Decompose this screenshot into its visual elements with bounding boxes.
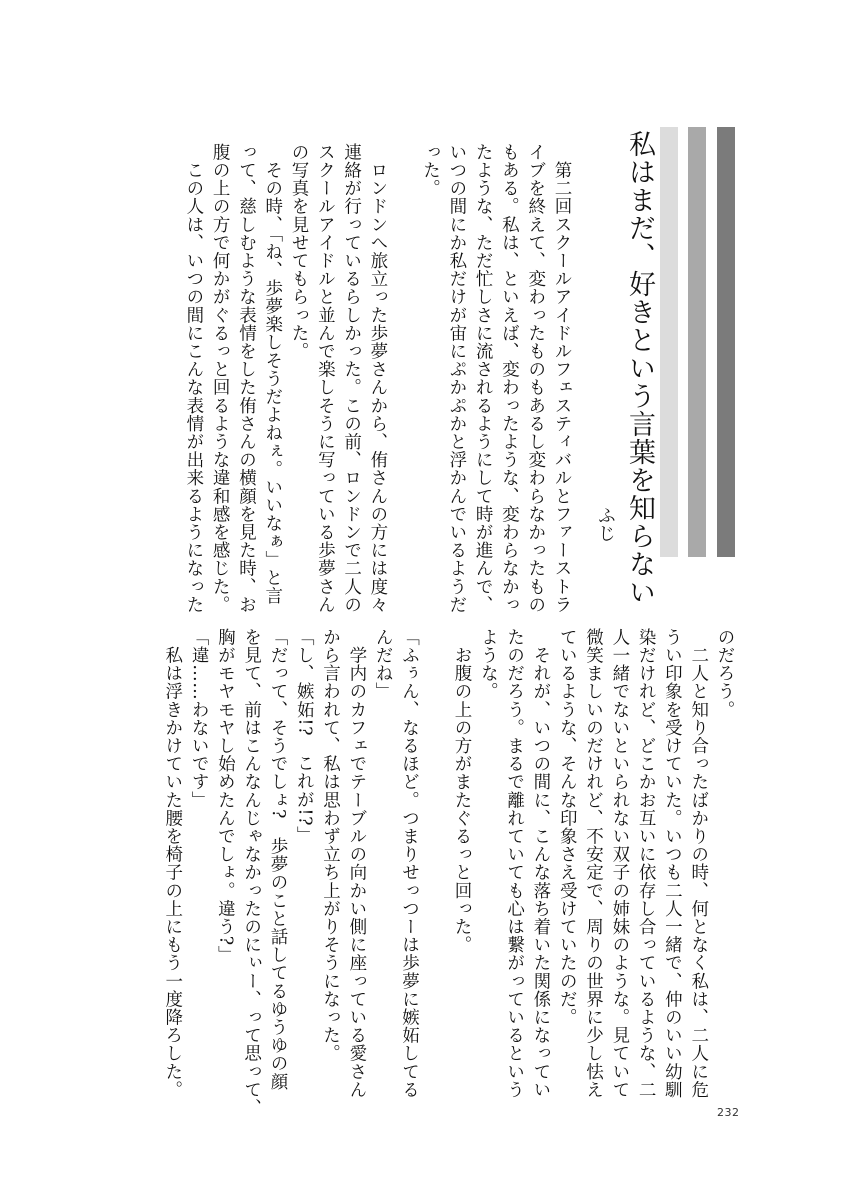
text-line: 二人と知り合ったばかりの時、何となく私は、二人に危 (688, 628, 709, 1099)
text-line: を見て、前はこんなんじゃなかったのにぃー、って思って、 (241, 628, 262, 1117)
story-title: 私はまだ、好きという言葉を知らない (624, 130, 655, 606)
text-line: って、慈しむような表情をした侑さんの横顔を見た時、お (236, 143, 257, 614)
title-decor-bar-light (660, 127, 678, 557)
text-line: 腹の上の方で何かがぐるっと回るような違和感を感じた。 (210, 143, 231, 614)
text-line: その時、「ね、歩夢楽しそうだよねぇ。いいなぁ」と言 (262, 143, 283, 605)
text-line: んだね」 (373, 628, 394, 701)
text-line: もある。私は、といえば、変わったような、変わらなかっ (499, 143, 520, 614)
text-line: イブを終えて、変わったものもあるし変わらなかったもの (525, 143, 546, 614)
text-line: たのだろう。まるで離れていても心は繋がっているという (504, 628, 525, 1099)
text-line: 「だって、そうでしょ? 歩夢のこと話してるゆうゆの顔 (267, 628, 288, 1091)
text-line: たような、ただ忙しさに流されるようにして時が進んで、 (473, 143, 494, 614)
text-line: 「違……わないです」 (189, 628, 210, 809)
text-line: 学内のカフェでテーブルの向かい側に座っている愛さん (346, 628, 367, 1099)
text-line: 第二回スクールアイドルフェスティバルとファーストラ (552, 143, 572, 614)
text-line: スクールアイドルと並んで楽しそうに写っている歩夢さん (315, 143, 336, 614)
text-line: 微笑ましいのだけれど、不安定で、周りの世界に少し怯え (583, 628, 604, 1099)
author-name: ふじ (595, 506, 616, 542)
text-block-top (175, 143, 575, 614)
text-line: 私は浮きかけていた腰を椅子の上にもう一度降ろした。 (162, 628, 183, 1099)
text-line: 胸がモヤモヤし始めたんでしょ。違う?」 (215, 628, 236, 964)
text-line: から言われて、私は思わず立ち上がりそうになった。 (320, 628, 341, 1063)
text-line (422, 628, 448, 1098)
title-decor-bar-dark (717, 127, 735, 557)
text-line: いつの間にか私だけが宙にぷかぷかと浮かんでいるようだ (446, 143, 467, 614)
page-number: 232 (717, 1106, 740, 1119)
text-line: のだろう。 (715, 628, 735, 719)
text-line: ロンドンへ旅立った歩夢さんから、侑さんの方には度々 (367, 143, 388, 614)
text-line: 連絡が行っているらしかった。この前、ロンドンで二人の (341, 143, 362, 614)
text-line: ているような、そんな印象さえ受けていたのだ。 (557, 628, 578, 1027)
text-line: の写真を見せてもらった。 (289, 143, 310, 361)
text-line: 染だけれど、どこかお互いに依存し合っているような、二 (636, 628, 657, 1099)
text-line: それが、いつの間に、こんな落ち着いた関係になってい (530, 628, 551, 1099)
text-line: 「ふぅん、なるほど。つまりせっつーは歩夢に嫉妬してる (399, 628, 420, 1099)
text-line: 「し、嫉妬!? これが!?」 (294, 628, 315, 845)
text-line: うい印象を受けていた。いつも二人一緒で、仲のいい幼馴 (662, 628, 683, 1099)
title-decor-bar-mid (688, 127, 706, 557)
text-line: 人一緒でないといられない双子の姉妹のような。見ていて (609, 628, 630, 1099)
text-line: お腹の上の方がまたぐるっと回った。 (452, 628, 473, 954)
text-line: この人は、いつの間にこんな表情が出来るようになった (183, 143, 204, 614)
text-line: ような。 (478, 628, 499, 701)
text-line (391, 143, 417, 583)
text-line: った。 (420, 143, 441, 198)
